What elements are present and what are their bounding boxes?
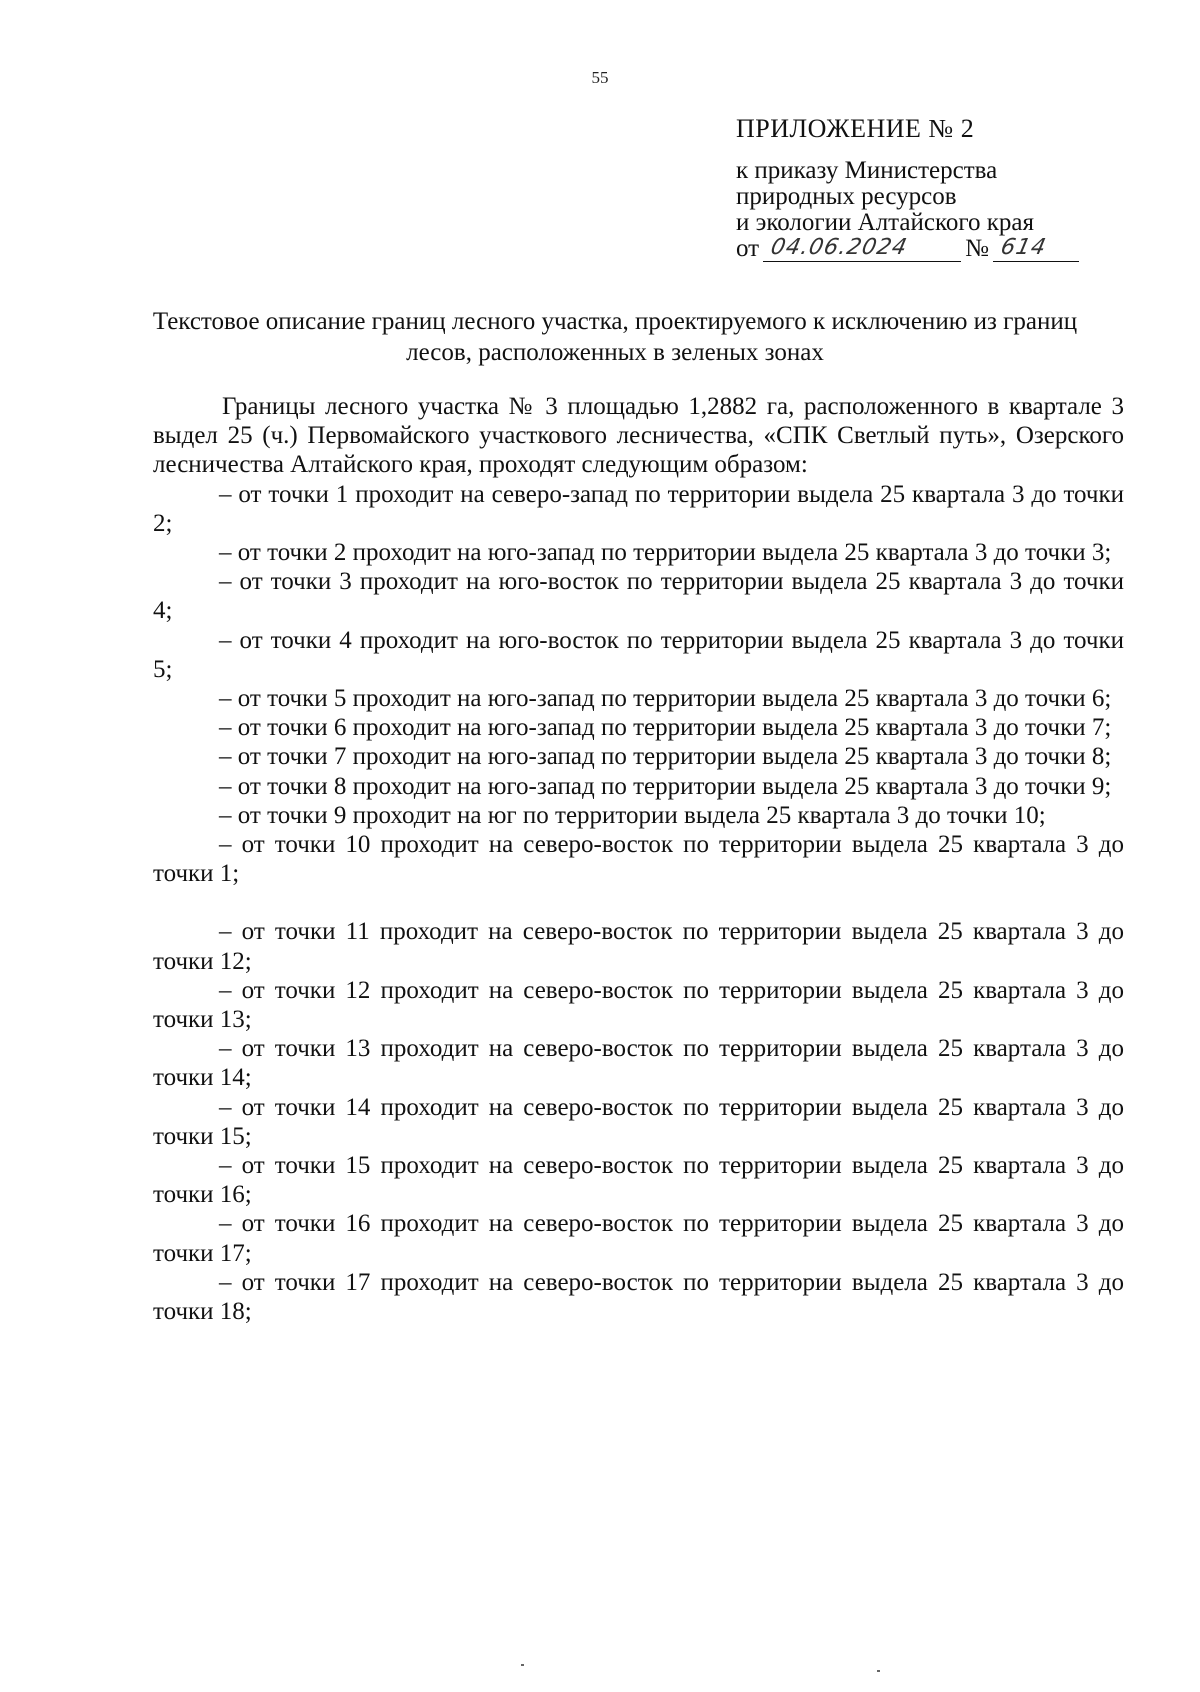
scan-speck [877, 1670, 880, 1672]
boundary-items-list-2 [153, 917, 1124, 1326]
handwritten-number: 614 [998, 235, 1049, 260]
boundary-item: – от точки 6 проходит на юго-запад по территории выдела 25 квартала 3 до точки 7; [219, 714, 1112, 742]
number-prefix: № [965, 235, 989, 262]
document-body [153, 392, 1124, 1326]
boundary-item: – от точки 16 проходит на северо-восток по территории выдела 25 квартала 3 до точки 17; [153, 1210, 1124, 1267]
annex-line-1: к приказу Министерства [736, 157, 998, 184]
boundary-item: – от точки 14 проходит на северо-восток по территории выдела 25 квартала 3 до точки 15; [153, 1093, 1124, 1150]
boundary-item: – от точки 11 проходит на северо-восток по территории выдела 25 квартала 3 до точки 12; [153, 918, 1124, 975]
scan-speck [521, 1664, 524, 1666]
annex-header [736, 116, 1116, 262]
boundary-item: – от точки 10 проходит на северо-восток по территории выдела 25 квартала 3 до точки 1; [153, 831, 1124, 888]
boundary-item: – от точки 8 проходит на юго-запад по территории выдела 25 квартала 3 до точки 9; [219, 772, 1112, 800]
number-field [993, 237, 1079, 262]
boundary-item: – от точки 9 проходит на юг по территории выдела 25 квартала 3 до точки 10; [219, 801, 1046, 829]
page-number: 55 [591, 68, 609, 87]
boundary-item: – от точки 4 проходит на юго-восток по территории выдела 25 квартала 3 до точки 5; [153, 626, 1124, 683]
intro-paragraph: Границы лесного участка № 3 площадью 1,2882 га, расположенного в квартале 3 выдел 25 (ч.) Первомайского участкового лесничества, «СПК Светлый путь», Озерского лесничества Алтайского края, проходят следующим образом: [153, 393, 1124, 479]
boundary-item: – от точки 3 проходит на юго-восток по территории выдела 25 квартала 3 до точки 4; [153, 568, 1124, 625]
date-prefix: от [736, 235, 760, 262]
boundary-item: – от точки 12 проходит на северо-восток по территории выдела 25 квартала 3 до точки 13; [153, 976, 1124, 1034]
annex-title: ПРИЛОЖЕНИЕ № 2 [736, 114, 975, 143]
boundary-item: – от точки 17 проходит на северо-восток по территории выдела 25 квартала 3 до точки 18; [153, 1268, 1124, 1326]
annex-line-3: и экологии Алтайского края [736, 209, 1034, 236]
handwritten-date: 04.06.2024 [768, 235, 910, 260]
annex-line-2: природных ресурсов [736, 183, 957, 210]
boundary-item: – от точки 5 проходит на юго-запад по территории выдела 25 квартала 3 до точки 6; [219, 685, 1112, 713]
boundary-item: – от точки 7 проходит на юго-запад по территории выдела 25 квартала 3 до точки 8; [219, 743, 1112, 771]
boundary-item: – от точки 15 проходит на северо-восток по территории выдела 25 квартала 3 до точки 16; [153, 1152, 1124, 1209]
paragraph-gap [153, 888, 1124, 917]
date-field [763, 237, 961, 262]
annex-date-number-row [736, 236, 1116, 262]
boundary-item: – от точки 1 проходит на северо-запад по территории выдела 25 квартала 3 до точки 2; [153, 480, 1124, 537]
boundary-item: – от точки 13 проходит на северо-восток по территории выдела 25 квартала 3 до точки 14; [153, 1035, 1124, 1092]
boundary-item: – от точки 2 проходит на юго-запад по территории выдела 25 квартала 3 до точки 3; [219, 539, 1112, 567]
boundary-items-list [153, 480, 1124, 889]
document-title: Текстовое описание границ лесного участка, проектируемого к исключению из границ лесов, расположенных в зеленых зонах [152, 308, 1078, 366]
